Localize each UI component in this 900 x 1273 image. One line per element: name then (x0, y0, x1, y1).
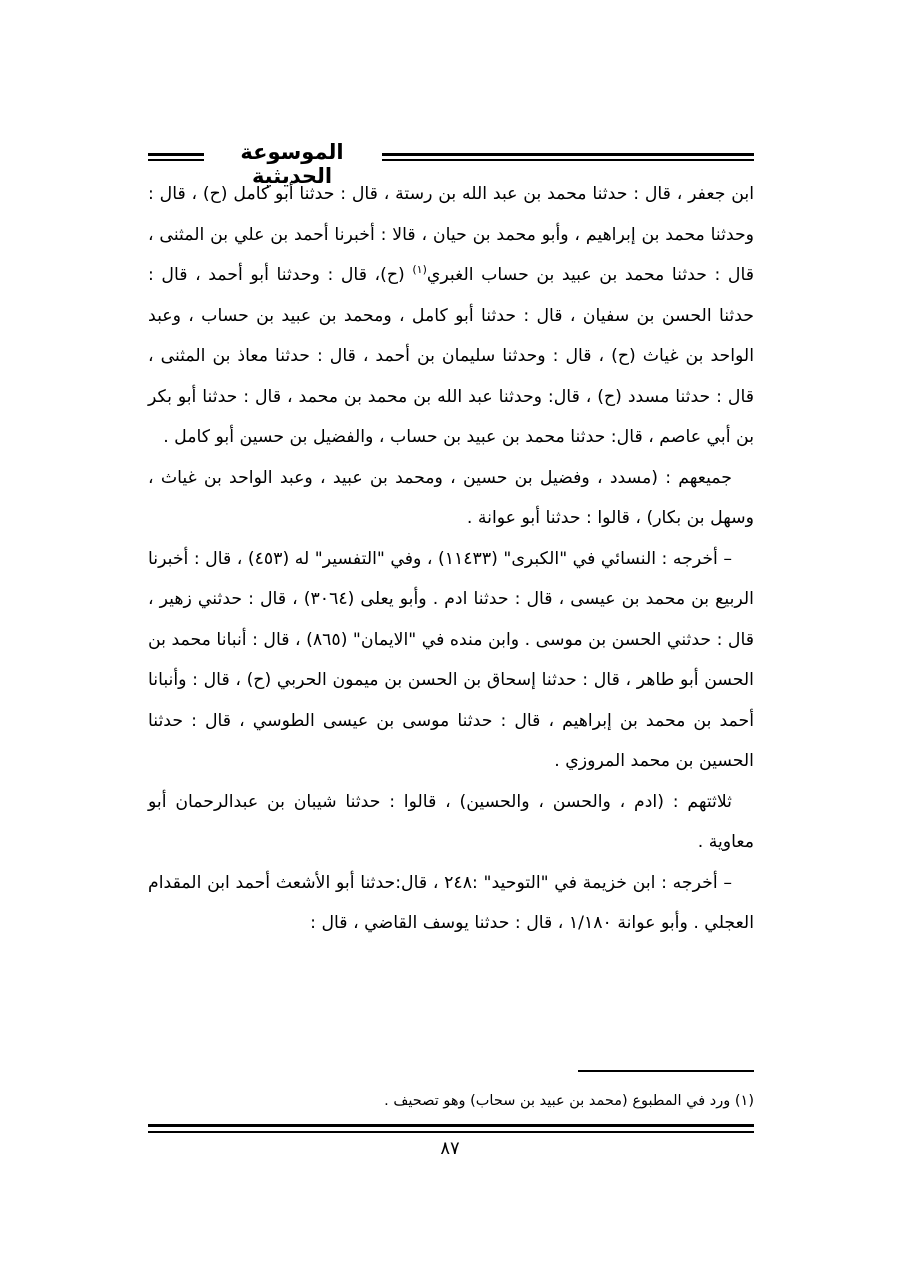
footnote-separator (578, 1070, 754, 1072)
footnote: (١) ورد في المطبوع (محمد بن عبيد بن سحاب) وهو تصحيف . (384, 1093, 754, 1109)
paragraph-3: – أخرجه : النسائي في "الكبرى" (١١٤٣٣) ، وفي "التفسير" له (٤٥٣) ، قال : أخبرنا الربيع بن محمد بن عيسى ، قال : حدثنا ادم . وأبو يعلى (٣٠٦٤) ، قال : حدثني زهير ، قال : حدثني الحسن بن موسى . وابن منده في "الايمان" (٨٦٥) ، قال : أنبانا محمد بن الحسن أبو طاهر ، قال : حدثنا إسحاق بن الحسن بن ميمون الحربي (ح) ، قال : وأنبانا أحمد بن محمد بن إبراهيم ، قال : حدثنا موسى بن عيسى الطوسي ، قال : حدثنا الحسين بن محمد المروزي . (148, 548, 754, 771)
main-text (148, 174, 754, 944)
paragraph-1-text: ابن جعفر ، قال : حدثنا محمد بن عبد الله بن رستة ، قال : حدثنا أبو كامل (ح) ، قال : وحدثنا محمد بن إبراهيم ، وأبو محمد بن حيان ، قالا : أخبرنا أحمد بن علي بن المثنى ، قال : حدثنا محمد بن عبيد بن حساب الغبري (148, 184, 755, 285)
book-title: الموسوعة الحديثية (240, 140, 344, 188)
header-rule-right (382, 153, 754, 161)
page-number: ٨٧ (440, 1138, 460, 1159)
paragraph-4: ثلاثتهم : (ادم ، والحسن ، والحسين) ، قالوا : حدثنا شيبان بن عبدالرحمان أبو معاوية . (148, 791, 754, 852)
paragraph-2: جميعهم : (مسدد ، وفضيل بن حسين ، ومحمد بن عبيد ، وعبد الواحد بن غياث ، وسهل بن بكار) ، قالوا : حدثنا أبو عوانة . (148, 467, 754, 528)
running-header (148, 140, 754, 188)
paragraph-1 (148, 174, 754, 458)
footer-rule (148, 1124, 754, 1133)
paragraph-1-continued: (ح)، قال : وحدثنا أبو أحمد ، قال : حدثنا الحسن بن سفيان ، قال : حدثنا أبو كامل ، ومحمد بن عبيد بن حساب ، وعبد الواحد بن غياث (ح) ، قال : وحدثنا سليمان بن أحمد ، قال : حدثنا معاذ بن المثنى ، قال : حدثنا مسدد (ح) ، قال: وحدثنا عبد الله بن محمد بن محمد ، قال : حدثنا أبو بكر بن أبي عاصم ، قال: حدثنا محمد بن عبيد بن حساب ، والفضيل بن حسين أبو كامل . (148, 265, 754, 447)
header-rule-left (148, 153, 204, 161)
footnote-marker[interactable]: (١) (412, 263, 427, 277)
paragraph-5: – أخرجه : ابن خزيمة في "التوحيد" :٢٤٨ ، قال:حدثنا أبو الأشعث أحمد ابن المقدام العجلي . وأبو عوانة ١/١٨٠ ، قال : حدثنا يوسف القاضي ، قال : (148, 872, 754, 933)
